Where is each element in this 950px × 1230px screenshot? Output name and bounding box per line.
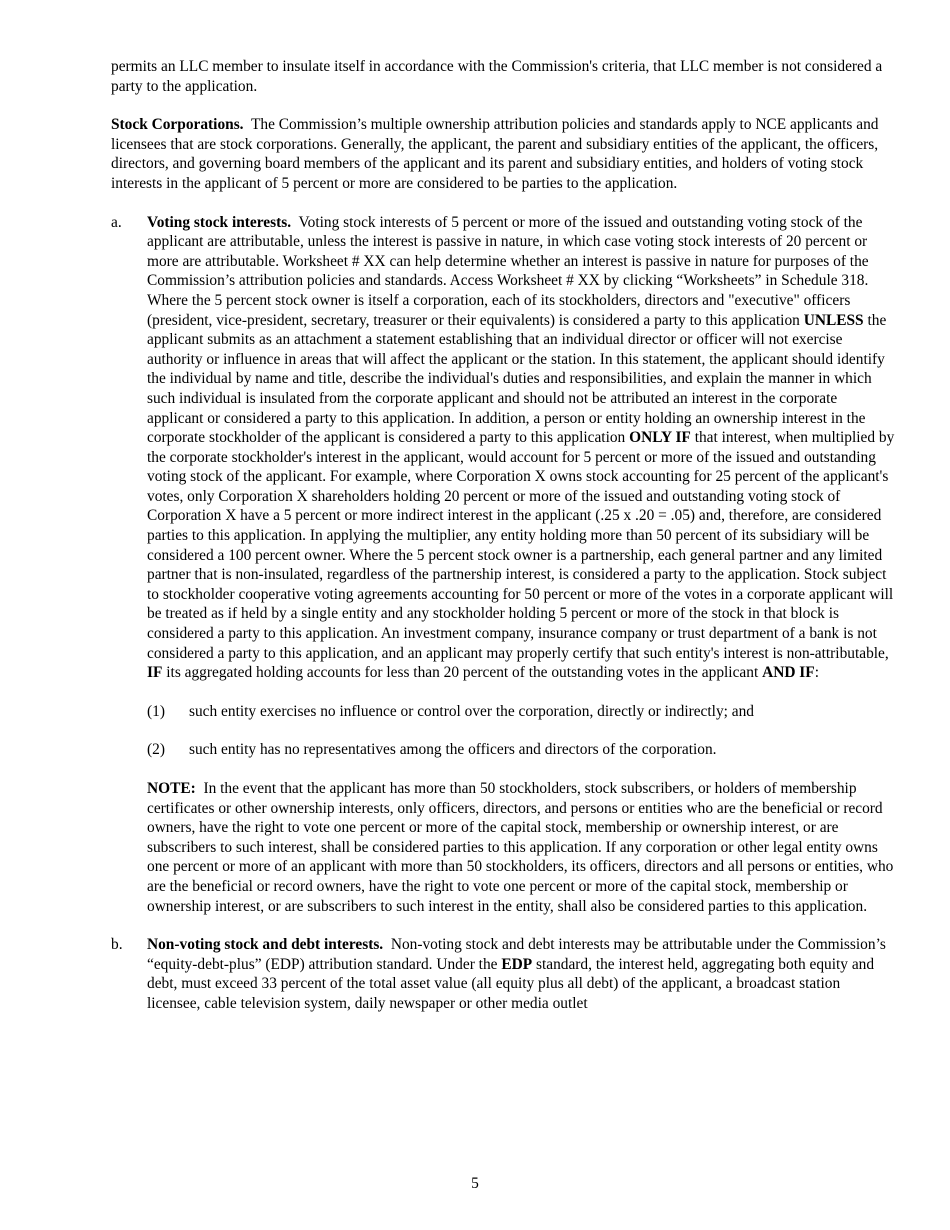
- list-item-b: [111, 935, 896, 1013]
- list-marker-b: b.: [111, 936, 123, 954]
- emphasis-edp: EDP: [501, 955, 533, 973]
- page-number: 5: [471, 1175, 479, 1192]
- emphasis-and-if: AND IF: [762, 664, 815, 682]
- note-text: In the event that the applicant has more than 50 stockholders, stock subscribers, or holders of membership certificates or other ownership interests, only officers, directors, and persons or entities who are the beneficial or record owners, have the right to vote one percent or more of the capital stock, membership or ownership interest, or are subscribers to such interest, shall be considered parties to this application. If any corporation or other legal entity owns one percent or more of an applicant with more than 50 stockholders, its officers, directors and all persons or entities, who are the beneficial or record owners, have the right to vote one percent or more of the capital stock, membership or ownership interest, or are subscribers to such interest in the entity, shall also be considered parties to this application.: [147, 780, 894, 915]
- sub-list-item-1: [147, 702, 896, 722]
- list-item-a: [111, 213, 896, 683]
- non-voting-stock-text-1: Non-voting stock and debt interests may be attributable under the Commission’s “equity-debt-plus” (EDP) attribution standard. Under the: [147, 936, 886, 973]
- stock-corporations-text: The Commission’s multiple ownership attribution policies and standards apply to NCE applicants and licensees that are stock corporations. Generally, the applicant, the parent and subsidiary entities of the applicant, the officers, directors, and governing board members of the applicant and its parent and subsidiary entities, and holders of voting stock interests in the applicant of 5 percent or more are considered to be parties to the application.: [111, 116, 879, 192]
- note-label: NOTE:: [147, 780, 196, 797]
- voting-stock-text-2: the applicant submits as an attachment a statement establishing that an individual director or officer will not exercise authority or influence in areas that will affect the applicant or the station. In this statement, the applicant should identify the individual by name and title, describe the individual's duties and responsibilities, and explain the manner in which such individual is insulated from the corporate applicant and should not be attributed an interest in the corporate applicant or considered a party to this application. In addition, a person or entity holding an ownership interest in the corporate stockholder of the applicant is considered a party to this application: [147, 311, 887, 447]
- non-voting-stock-heading: Non-voting stock and debt interests.: [147, 936, 384, 954]
- document-page: [111, 57, 896, 1014]
- voting-stock-text-1: Voting stock interests of 5 percent or more of the issued and outstanding voting stock of the applicant are attributable, unless the interest is passive in nature, in which case voting stock interests of 20 percent or more are attributable. Worksheet # XX can help determine whether an interest is passive in nature for purposes of the Commission’s attribution policies and standards. Access Worksheet # XX by clicking “Worksheets” in Schedule 318. Where the 5 percent stock owner is itself a corporation, each of its stockholders, directors and "executive" officers (president, vice-president, secretary, treasurer or their equivalents) is considered a party to this application: [147, 213, 869, 329]
- intro-paragraph: permits an LLC member to insulate itself in accordance with the Commission's criteria, that LLC member is not considered a party to the application.: [111, 58, 883, 95]
- non-voting-stock-paragraph: [147, 935, 896, 1013]
- note-paragraph: [147, 779, 896, 916]
- sub-list-marker-1: (1): [147, 702, 165, 720]
- voting-stock-paragraph: [147, 213, 896, 683]
- list-marker-a: a.: [111, 213, 122, 231]
- emphasis-if: IF: [147, 664, 163, 682]
- voting-stock-text-4: its aggregated holding accounts for less than 20 percent of the outstanding votes in the applicant: [166, 664, 759, 682]
- non-voting-stock-text-2: standard, the interest held, aggregating both equity and debt, must exceed 33 percent of the total asset value (all equity plus all debt) of the applicant, a broadcast station licensee, cable television system, daily newspaper or other media outlet: [147, 955, 875, 1012]
- voting-stock-text-3: that interest, when multiplied by the corporate stockholder's interest in the applicant, would account for 5 percent or more of the issued and outstanding voting stock of the applicant. For example, where Corporation X owns stock accounting for 25 percent of the applicant's votes, only Corporation X shareholders holding 20 percent or more of the issued and outstanding voting stock of Corporation X have a 5 percent or more indirect interest in the applicant (.25 x .20 = .05) and, therefore, are considered parties to this application. In applying the multiplier, any entity holding more than 50 percent of its subsidiary will be considered a 100 percent owner. Where the 5 percent stock owner is a partnership, each general partner and any limited partner that is non-insulated, regardless of the partnership interest, is considered a party to the application. Stock subject to stockholder cooperative voting agreements accounting for 50 percent or more of the votes in a corporate applicant will be treated as if held by a single entity and any stockholder holding 5 percent or more of the stock in that block is considered a party to this application. An investment company, insurance company or trust department of a bank is not considered a party to this application, and an applicant may properly certify that such entity's interest is non-attributable,: [147, 429, 895, 662]
- voting-stock-text-5: :: [814, 664, 819, 682]
- sub-list-marker-2: (2): [147, 741, 165, 759]
- stock-corporations-paragraph: [111, 115, 896, 193]
- emphasis-only-if: ONLY IF: [629, 429, 691, 447]
- voting-stock-heading: Voting stock interests.: [147, 213, 292, 231]
- sub-list-item-2: [147, 740, 896, 760]
- sub-list-text-2: such entity has no representatives among the officers and directors of the corporation.: [189, 741, 717, 759]
- emphasis-unless: UNLESS: [803, 311, 864, 329]
- stock-corporations-heading: Stock Corporations.: [111, 116, 244, 134]
- sub-list-text-1: such entity exercises no influence or control over the corporation, directly or indirectly; and: [189, 702, 754, 720]
